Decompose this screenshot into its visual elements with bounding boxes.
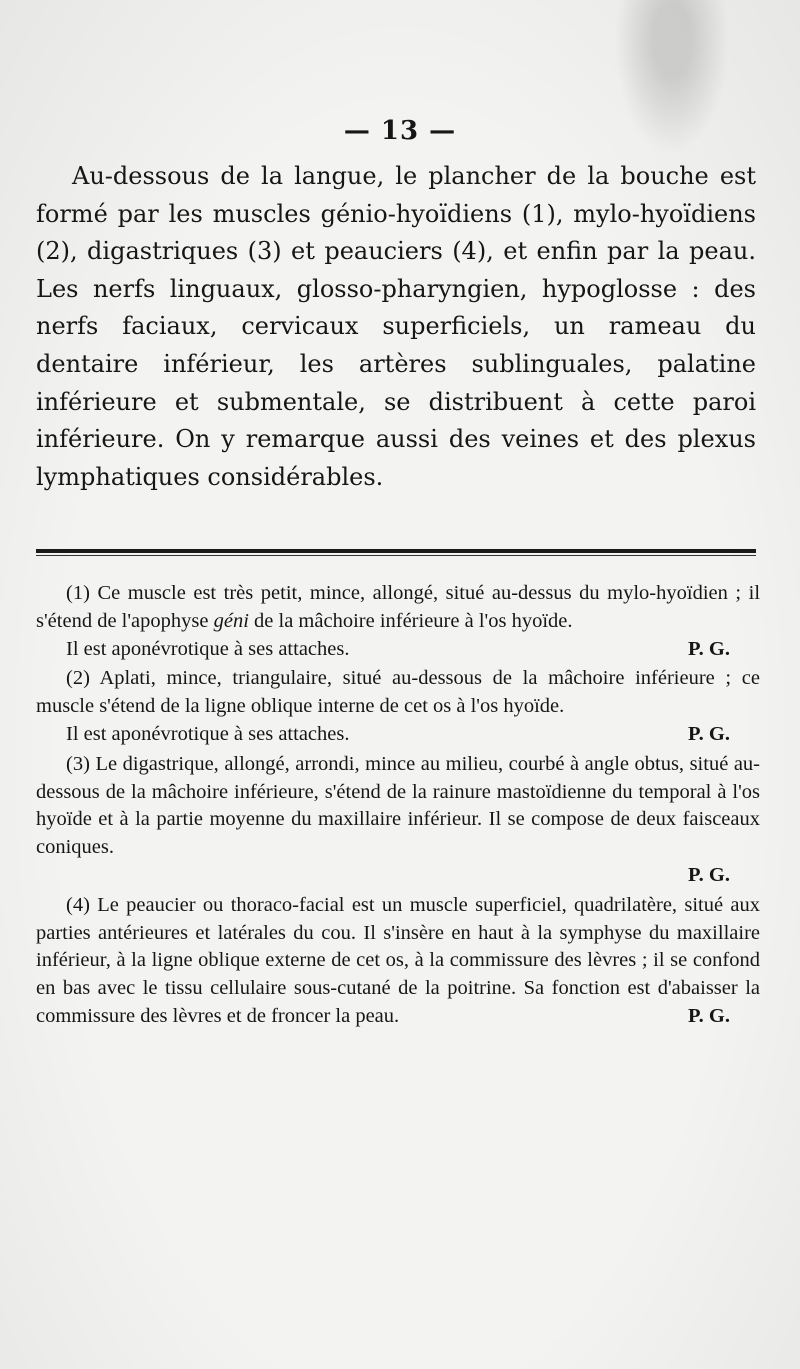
footnote-1-italic: géni	[213, 609, 249, 632]
footnote-1-text-end: de la mâchoire inférieure à l'os hyoïde.	[254, 609, 573, 632]
footnote-4-text: Le peaucier ou thoraco-facial est un muscle superficiel, quadrilatère, situé aux parties antérieures et latérales du cou. Il s'insère en haut à la symphyse du maxillaire inférieur, à la ligne oblique externe de cet os, à la commissure des lèvres ; il se confond en bas avec le tissu cellulaire sous-cutané de la poitrine. Sa fonction est d'abaisser la commissure des lèvres et de froncer la peau.	[36, 893, 760, 1027]
main-paragraph	[36, 158, 756, 496]
footnote-2-tail-line	[36, 721, 760, 749]
footnote-1-signature: P. G.	[688, 637, 730, 660]
footnote-3	[36, 751, 760, 890]
footnote-4-signature: P. G.	[688, 1004, 730, 1027]
footnote-1-body	[36, 580, 760, 636]
footnote-1-marker: (1)	[66, 582, 90, 604]
footnote-3-signature: P. G.	[688, 863, 730, 886]
main-paragraph-text: Au-dessous de la langue, le plancher de la bouche est formé par les muscles génio-hyoïdiens (1), mylo-hyoïdiens (2), digastriques (3) et peauciers (4), et enfin par la peau. Les nerfs linguaux, glosso-pharyngien, hypoglosse : des nerfs faciaux, cervicaux superficiels, un rameau du dentaire inférieur, les artères sublinguales, palatine inférieure et submentale, se distribuent à cette paroi inférieure. On y remarque aussi des veines et des plexus lymphatiques considérables.	[36, 162, 756, 491]
page-number: — 13 —	[343, 116, 457, 146]
footnote-3-text: Le digastrique, allongé, arrondi, mince au milieu, courbé à angle obtus, situé au-dessous de la mâchoire inférieure, s'étend de la rainure mastoïdienne du temporal à l'os hyoïde et à la partie moyenne du maxillaire inférieur. Il se compose de deux faisceaux coniques.	[36, 752, 760, 859]
footnote-1-tail-line	[36, 636, 760, 664]
footnote-4	[36, 892, 760, 1031]
footnote-2-tail: Il est aponévrotique à ses attaches.	[66, 722, 350, 745]
footnote-separator-thick	[36, 549, 756, 553]
footnotes	[36, 580, 760, 1033]
footnote-4-marker: (4)	[66, 893, 90, 916]
footnote-separator-thin	[36, 555, 756, 556]
footnote-2-body	[36, 665, 760, 721]
footnote-3-body	[36, 751, 760, 862]
footnote-2-signature: P. G.	[688, 722, 730, 745]
footnote-1-text: Ce muscle est très petit, mince, allongé, situé au-dessus du mylo-hyoïdien ; il s'étend de l'apophyse	[36, 582, 761, 632]
footnote-2	[36, 665, 760, 748]
footnote-2-text: Aplati, mince, triangulaire, situé au-dessous de la mâchoire inférieure ; ce muscle s'étend de la ligne oblique interne de cet os à l'os hyoïde.	[36, 667, 760, 718]
footnote-1-tail: Il est aponévrotique à ses attaches.	[66, 637, 350, 660]
footnote-1	[36, 580, 760, 663]
footnote-4-body	[36, 892, 760, 1031]
footnote-3-marker: (3)	[66, 752, 90, 775]
footnote-2-marker: (2)	[66, 667, 90, 690]
footnote-3-tail-line	[36, 862, 760, 890]
